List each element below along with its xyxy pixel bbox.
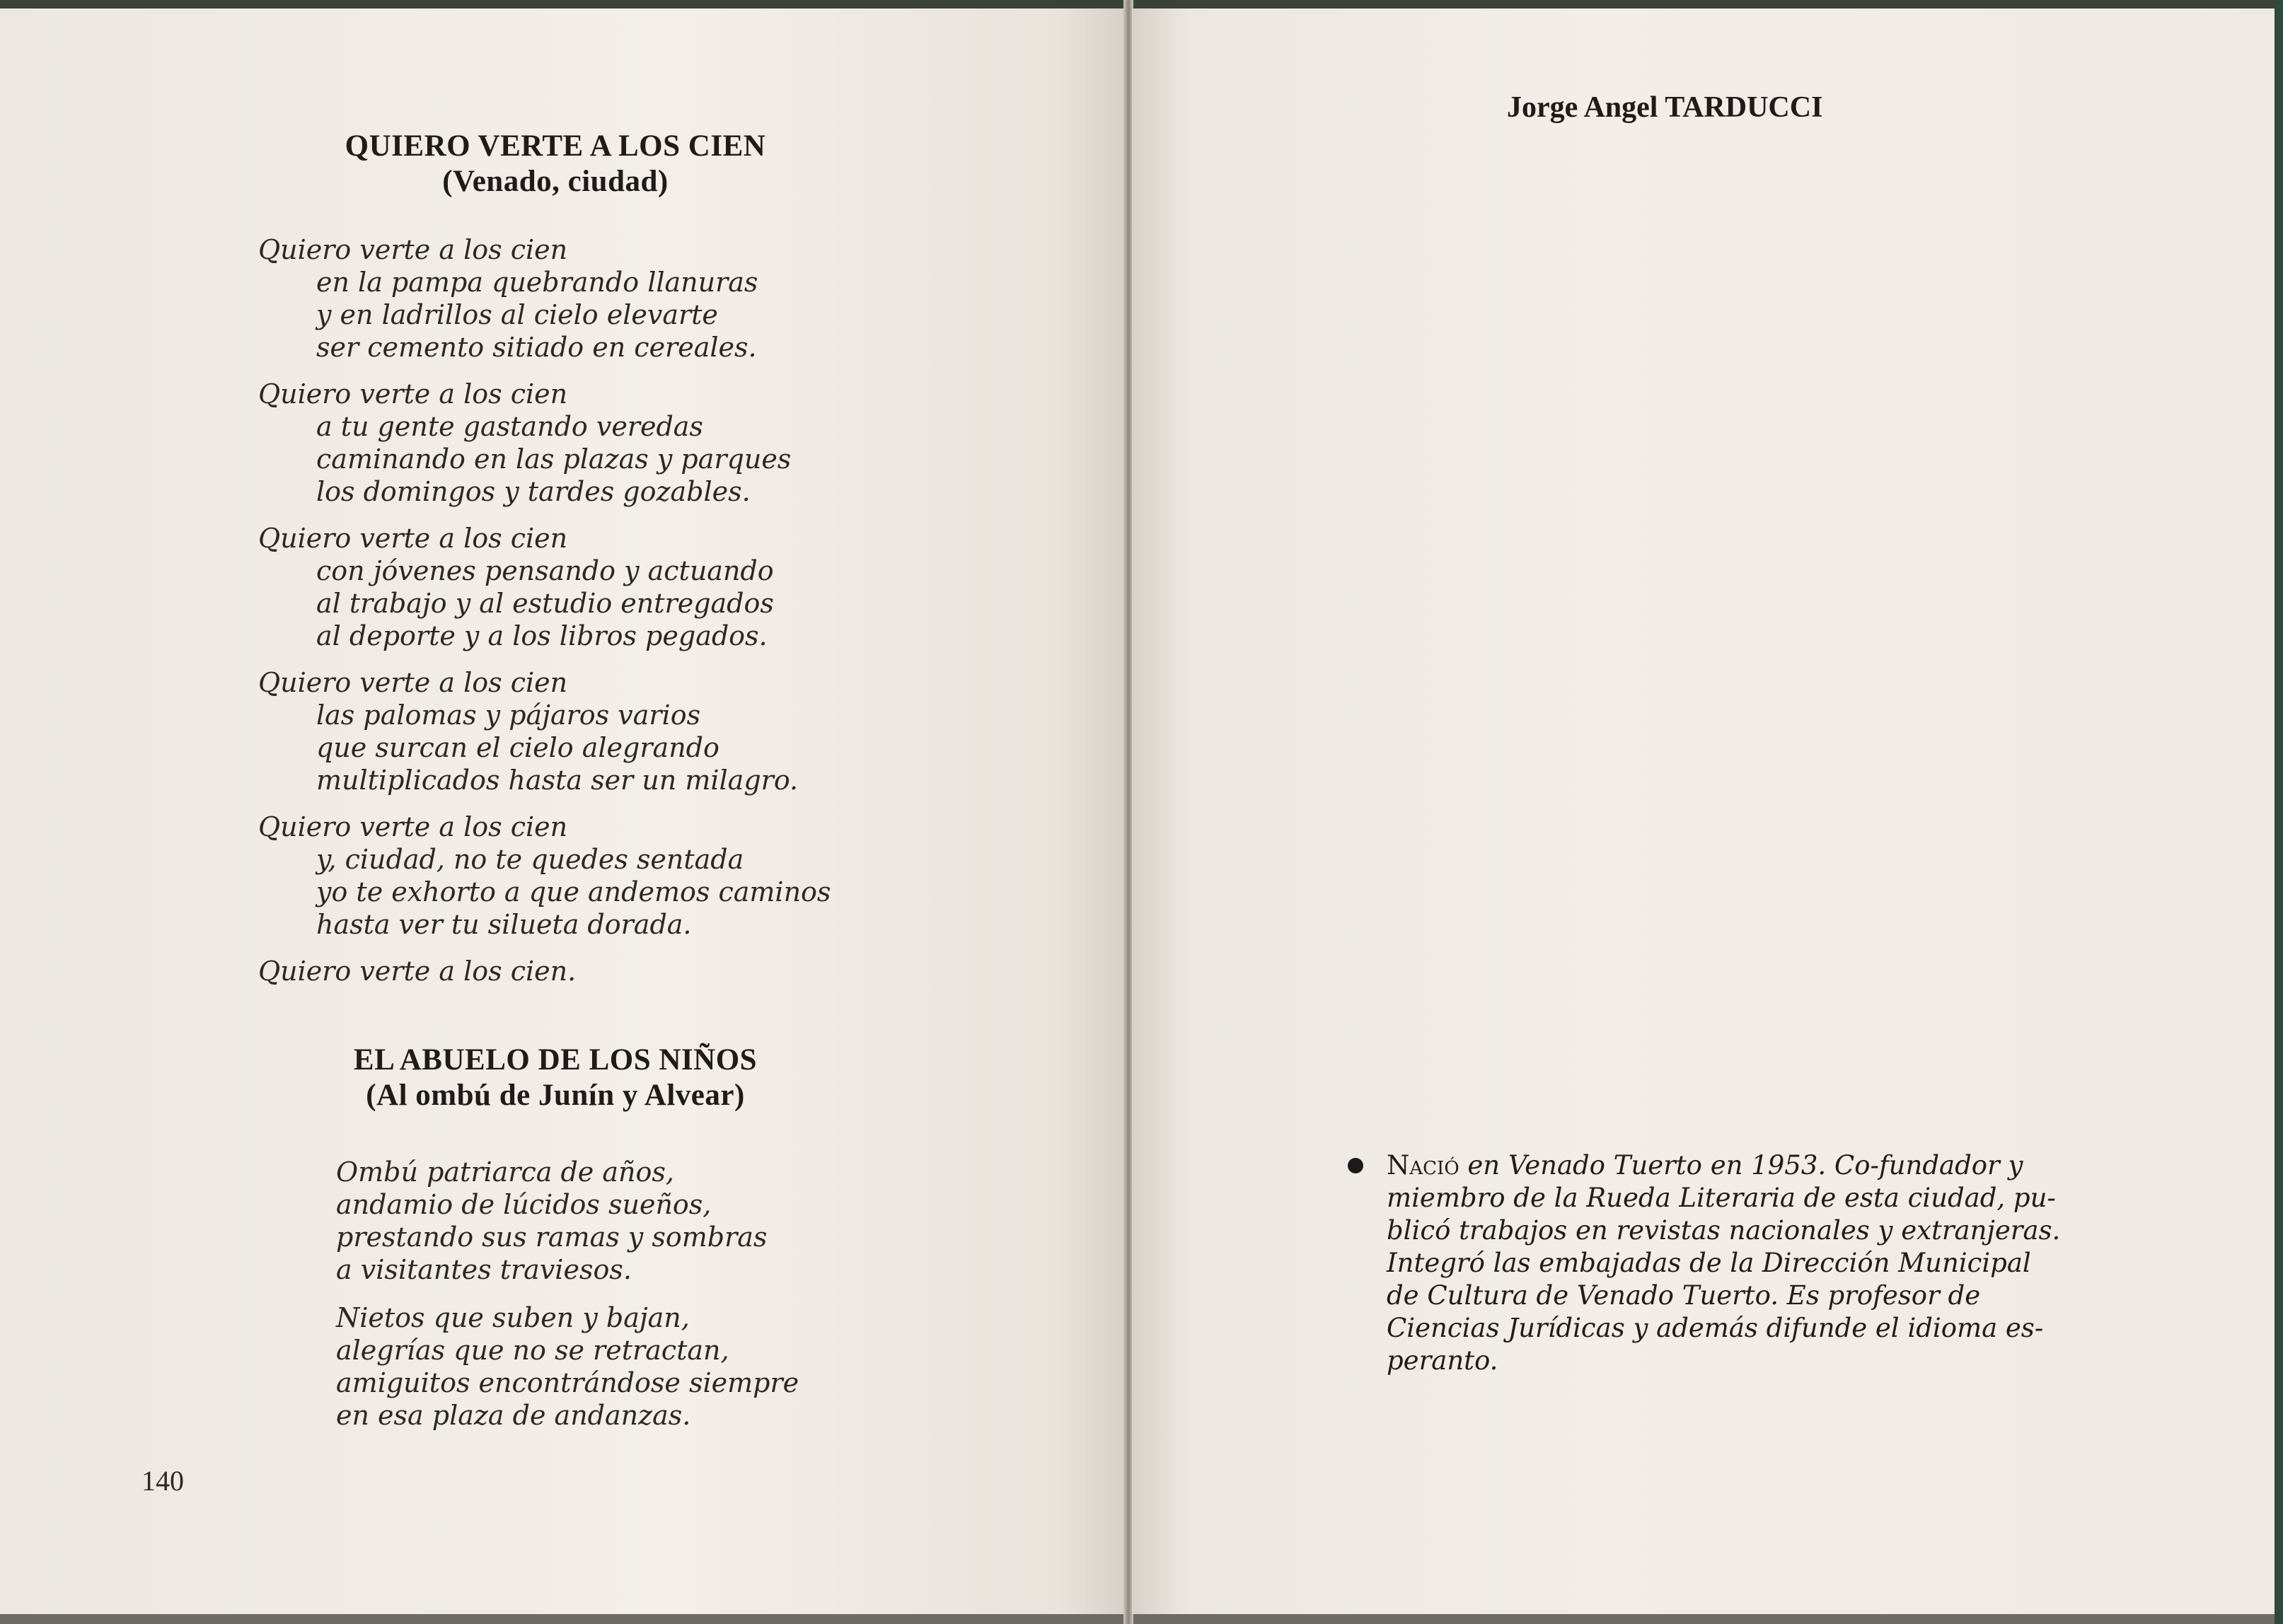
poem-line: Quiero verte a los cien bbox=[258, 234, 568, 265]
poem-line: a tu gente gastando veredas bbox=[316, 411, 703, 442]
scan-top-edge bbox=[0, 0, 2283, 8]
poem-line: ser cemento sitiado en cereales. bbox=[316, 332, 757, 363]
poem-line: yo te exhorto a que andemos caminos bbox=[316, 876, 831, 907]
poem-line: y en ladrillos al cielo elevarte bbox=[316, 299, 718, 330]
poem-line: las palomas y pájaros varios bbox=[316, 700, 701, 731]
stanza bbox=[258, 666, 831, 796]
poem-line: a visitantes traviesos. bbox=[336, 1254, 632, 1285]
bullet-icon bbox=[1348, 1158, 1363, 1173]
stanza bbox=[258, 233, 831, 364]
bio-line: Integró las embajadas de la Dirección Municipal bbox=[1387, 1248, 2031, 1278]
cover-edge bbox=[2275, 0, 2283, 1624]
author-bio bbox=[1387, 1149, 2108, 1377]
poem-line: Nietos que suben y bajan, bbox=[336, 1302, 690, 1333]
bio-first-word: Nació bbox=[1387, 1150, 1460, 1181]
stanza bbox=[258, 955, 831, 987]
poem-line: hasta ver tu silueta dorada. bbox=[316, 909, 692, 940]
poem-line: caminando en las plazas y parques bbox=[316, 443, 792, 475]
author-header: Jorge Angel TARDUCCI bbox=[1507, 91, 1823, 124]
bio-line: Ciencias Jurídicas y además difunde el idioma es- bbox=[1387, 1313, 2044, 1343]
poem1-subtitle: (Venado, ciudad) bbox=[442, 165, 669, 198]
poem1-body bbox=[258, 233, 831, 1002]
poem-line: prestando sus ramas y sombras bbox=[336, 1222, 768, 1253]
bio-line: peranto. bbox=[1387, 1345, 1498, 1376]
stanza bbox=[258, 378, 831, 508]
poem-line: andamio de lúcidos sueños, bbox=[336, 1189, 712, 1220]
bio-line: de Cultura de Venado Tuerto. Es profesor de bbox=[1387, 1280, 1981, 1311]
stanza bbox=[258, 522, 831, 652]
stanza bbox=[336, 1301, 799, 1432]
poem-line: Ombú patriarca de años, bbox=[336, 1156, 674, 1188]
poem-line: amiguitos encontrándose siempre bbox=[336, 1367, 799, 1398]
poem-line: Quiero verte a los cien bbox=[258, 667, 568, 698]
bio-line: blicó trabajos en revistas nacionales y extranjeras. bbox=[1387, 1215, 2061, 1246]
left-page bbox=[0, 8, 1125, 1614]
poem-line: los domingos y tardes gozables. bbox=[316, 476, 751, 507]
poem-line: Quiero verte a los cien bbox=[258, 378, 568, 410]
poem-line: multiplicados hasta ser un milagro. bbox=[316, 765, 799, 796]
poem2-title-block bbox=[311, 1043, 799, 1113]
poem-line: al trabajo y al estudio entregados bbox=[316, 588, 774, 619]
poem-line: en la pampa quebrando llanuras bbox=[316, 267, 758, 298]
poem1-title-block bbox=[311, 129, 799, 199]
stanza bbox=[258, 811, 831, 941]
bio-line-text: en Venado Tuerto en 1953. Co-fundador y bbox=[1459, 1150, 2023, 1181]
poem-line: en esa plaza de andanzas. bbox=[336, 1400, 691, 1431]
poem-line: con jóvenes pensando y actuando bbox=[316, 555, 774, 586]
poem1-title: QUIERO VERTE A LOS CIEN bbox=[345, 129, 766, 163]
poem-line: Quiero verte a los cien bbox=[258, 811, 568, 842]
poem-line: al deporte y a los libros pegados. bbox=[316, 620, 768, 651]
bio-line bbox=[1387, 1149, 2108, 1182]
stanza bbox=[336, 1156, 799, 1286]
poem-line: alegrías que no se retractan, bbox=[336, 1335, 729, 1366]
bio-line: miembro de la Rueda Literaria de esta ciudad, pu- bbox=[1387, 1183, 2056, 1213]
poem2-subtitle: (Al ombú de Junín y Alvear) bbox=[366, 1079, 745, 1112]
poem-line: que surcan el cielo alegrando bbox=[316, 732, 719, 763]
poem-line: y, ciudad, no te quedes sentada bbox=[316, 844, 744, 875]
poem2-title: EL ABUELO DE LOS NIÑOS bbox=[353, 1043, 758, 1077]
page-number: 140 bbox=[141, 1465, 184, 1497]
poem2-body bbox=[336, 1156, 799, 1447]
poem-line: Quiero verte a los cien bbox=[258, 523, 568, 554]
poem-line: Quiero verte a los cien. bbox=[258, 956, 577, 987]
